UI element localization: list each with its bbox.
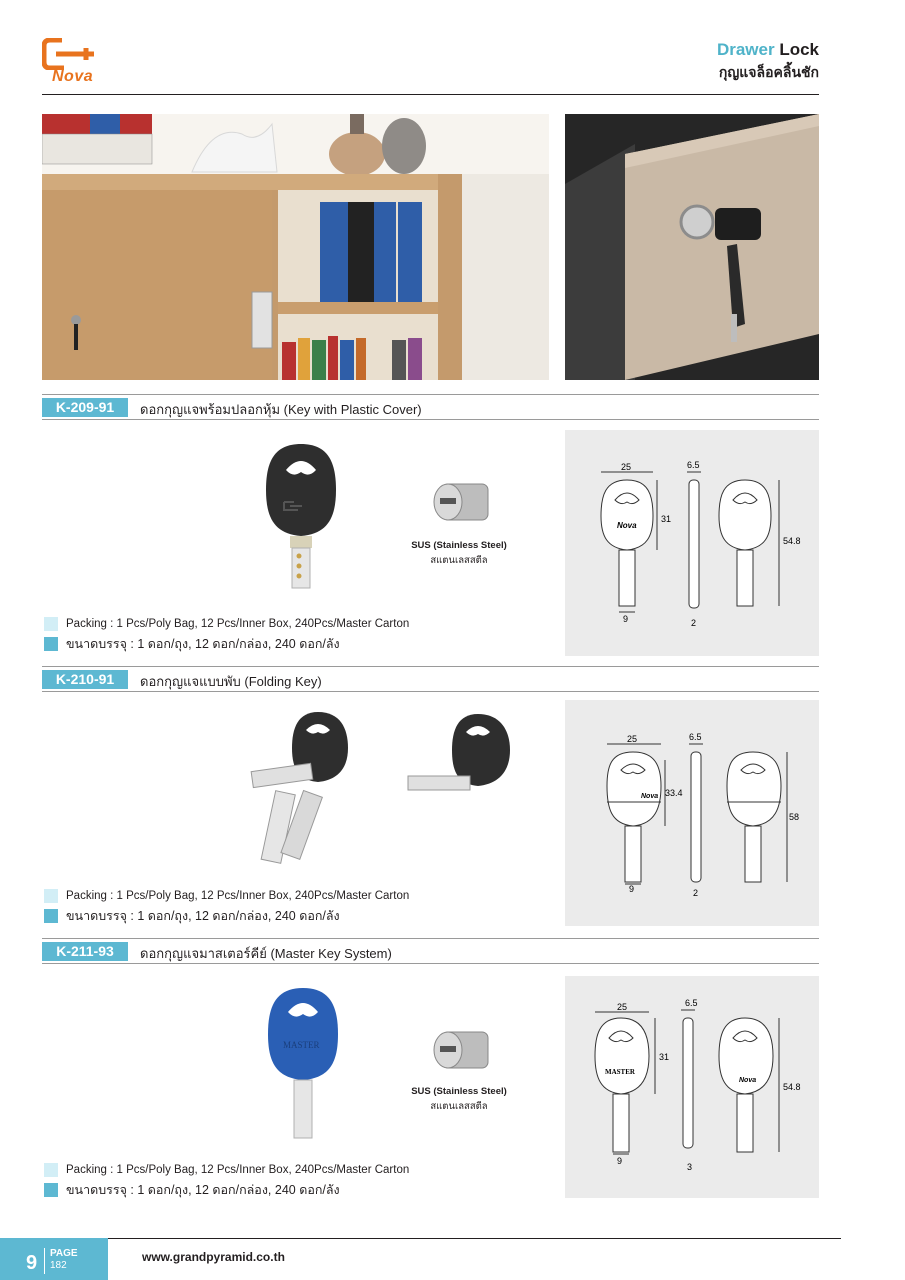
page-title-part1: Drawer — [716, 40, 775, 59]
product-title: ดอกกุญแจแบบพับ (Folding Key) — [140, 674, 322, 689]
bullet-square — [44, 637, 58, 651]
dim-blade: 9 — [629, 884, 635, 894]
packing-info-k-210-91 — [44, 886, 409, 926]
material-th: สแตนเลสสตีล — [430, 1101, 488, 1112]
product-title: ดอกกุญแจมาสเตอร์คีย์ (Master Key System) — [140, 946, 392, 961]
bullet-square — [44, 1183, 58, 1197]
dim-length: 58 — [789, 812, 800, 822]
drawing-brand-text: Nova — [739, 1077, 757, 1084]
lock-cylinder-image — [432, 478, 492, 531]
dim-length: 54.8 — [783, 536, 801, 546]
nova-logo — [42, 38, 104, 88]
lock-cylinder-image — [432, 1026, 492, 1079]
nova-logo-mark — [42, 38, 98, 70]
packing-th: ขนาดบรรจุ : 1 ดอก/ถุง, 12 ดอก/กล่อง, 240 ดอก/ลัง — [66, 909, 340, 923]
page-title — [717, 40, 819, 60]
drawing-brand-text: Nova — [617, 521, 637, 530]
master-key-label: MASTER — [283, 1040, 320, 1050]
page-title-part2: Lock — [779, 40, 819, 59]
product-code: K-210-91 — [42, 670, 128, 689]
bullet-square — [44, 617, 58, 631]
packing-en: Packing : 1 Pcs/Poly Bag, 12 Pcs/Inner Box, 240Pcs/Master Carton — [66, 1164, 410, 1176]
dim-edge: 3 — [687, 1162, 693, 1172]
dim-head: 31 — [659, 1052, 670, 1062]
material-th: สแตนเลสสตีล — [430, 555, 488, 566]
drawing-brand-text: Nova — [641, 793, 659, 800]
material-en: SUS (Stainless Steel) — [411, 540, 507, 551]
page-badge — [0, 1238, 108, 1280]
header-divider — [42, 94, 819, 95]
packing-info-k-209-91 — [44, 614, 409, 654]
material-en: SUS (Stainless Steel) — [411, 1086, 507, 1097]
dim-head: 33.4 — [665, 788, 683, 798]
dim-blade: 9 — [623, 614, 629, 624]
master-key-image — [266, 986, 340, 1147]
dim-length: 54.8 — [783, 1082, 801, 1092]
key-with-cover-image — [264, 442, 338, 597]
section-header-k-211-93 — [42, 938, 819, 964]
material-note — [392, 540, 526, 568]
dimension-drawing-k-211-93 — [565, 976, 819, 1198]
drawing-master-label: MASTER — [605, 1068, 635, 1076]
page-separator — [44, 1248, 45, 1274]
website-link[interactable]: www.grandpyramid.co.th — [142, 1250, 285, 1264]
packing-en: Packing : 1 Pcs/Poly Bag, 12 Pcs/Inner Box, 240Pcs/Master Carton — [66, 618, 410, 630]
bullet-square — [44, 889, 58, 903]
bullet-square — [44, 1163, 58, 1177]
folding-key-image — [248, 708, 358, 873]
dim-edge: 2 — [691, 618, 697, 628]
page-label: PAGE — [50, 1248, 78, 1259]
packing-info-k-211-93 — [44, 1160, 409, 1200]
material-note — [392, 1086, 526, 1114]
page-header — [717, 40, 819, 84]
dim-head: 31 — [661, 514, 672, 524]
dim-width: 25 — [621, 462, 632, 472]
drawer-lock-photo — [565, 114, 819, 380]
dim-thickness: 6.5 — [689, 732, 702, 742]
section-header-k-209-91 — [42, 394, 819, 420]
folding-key-folded-image — [406, 710, 516, 811]
dimension-drawing-k-209-91 — [565, 430, 819, 656]
product-code: K-209-91 — [42, 398, 128, 417]
cabinet-photo — [42, 114, 549, 380]
section-header-k-210-91 — [42, 666, 819, 692]
bullet-square — [44, 909, 58, 923]
page-number: 9 — [26, 1252, 38, 1274]
nova-logo-text: Nova — [52, 68, 94, 85]
dim-thickness: 6.5 — [685, 998, 698, 1008]
page-subtitle: กุญแจล็อคลิ้นชัก — [718, 64, 819, 80]
product-code: K-211-93 — [42, 942, 128, 961]
dim-width: 25 — [617, 1002, 628, 1012]
packing-th: ขนาดบรรจุ : 1 ดอก/ถุง, 12 ดอก/กล่อง, 240 ดอก/ลัง — [66, 1183, 340, 1197]
dim-edge: 2 — [693, 888, 699, 898]
packing-th: ขนาดบรรจุ : 1 ดอก/ถุง, 12 ดอก/กล่อง, 240 ดอก/ลัง — [66, 637, 340, 651]
footer-divider — [108, 1238, 841, 1239]
dim-thickness: 6.5 — [687, 460, 700, 470]
packing-en: Packing : 1 Pcs/Poly Bag, 12 Pcs/Inner Box, 240Pcs/Master Carton — [66, 890, 410, 902]
product-title: ดอกกุญแจพร้อมปลอกหุ้ม (Key with Plastic Cover) — [140, 402, 422, 417]
dim-width: 25 — [627, 734, 638, 744]
page-total: 182 — [50, 1260, 67, 1271]
dimension-drawing-k-210-91 — [565, 700, 819, 926]
dim-blade: 9 — [617, 1156, 623, 1166]
